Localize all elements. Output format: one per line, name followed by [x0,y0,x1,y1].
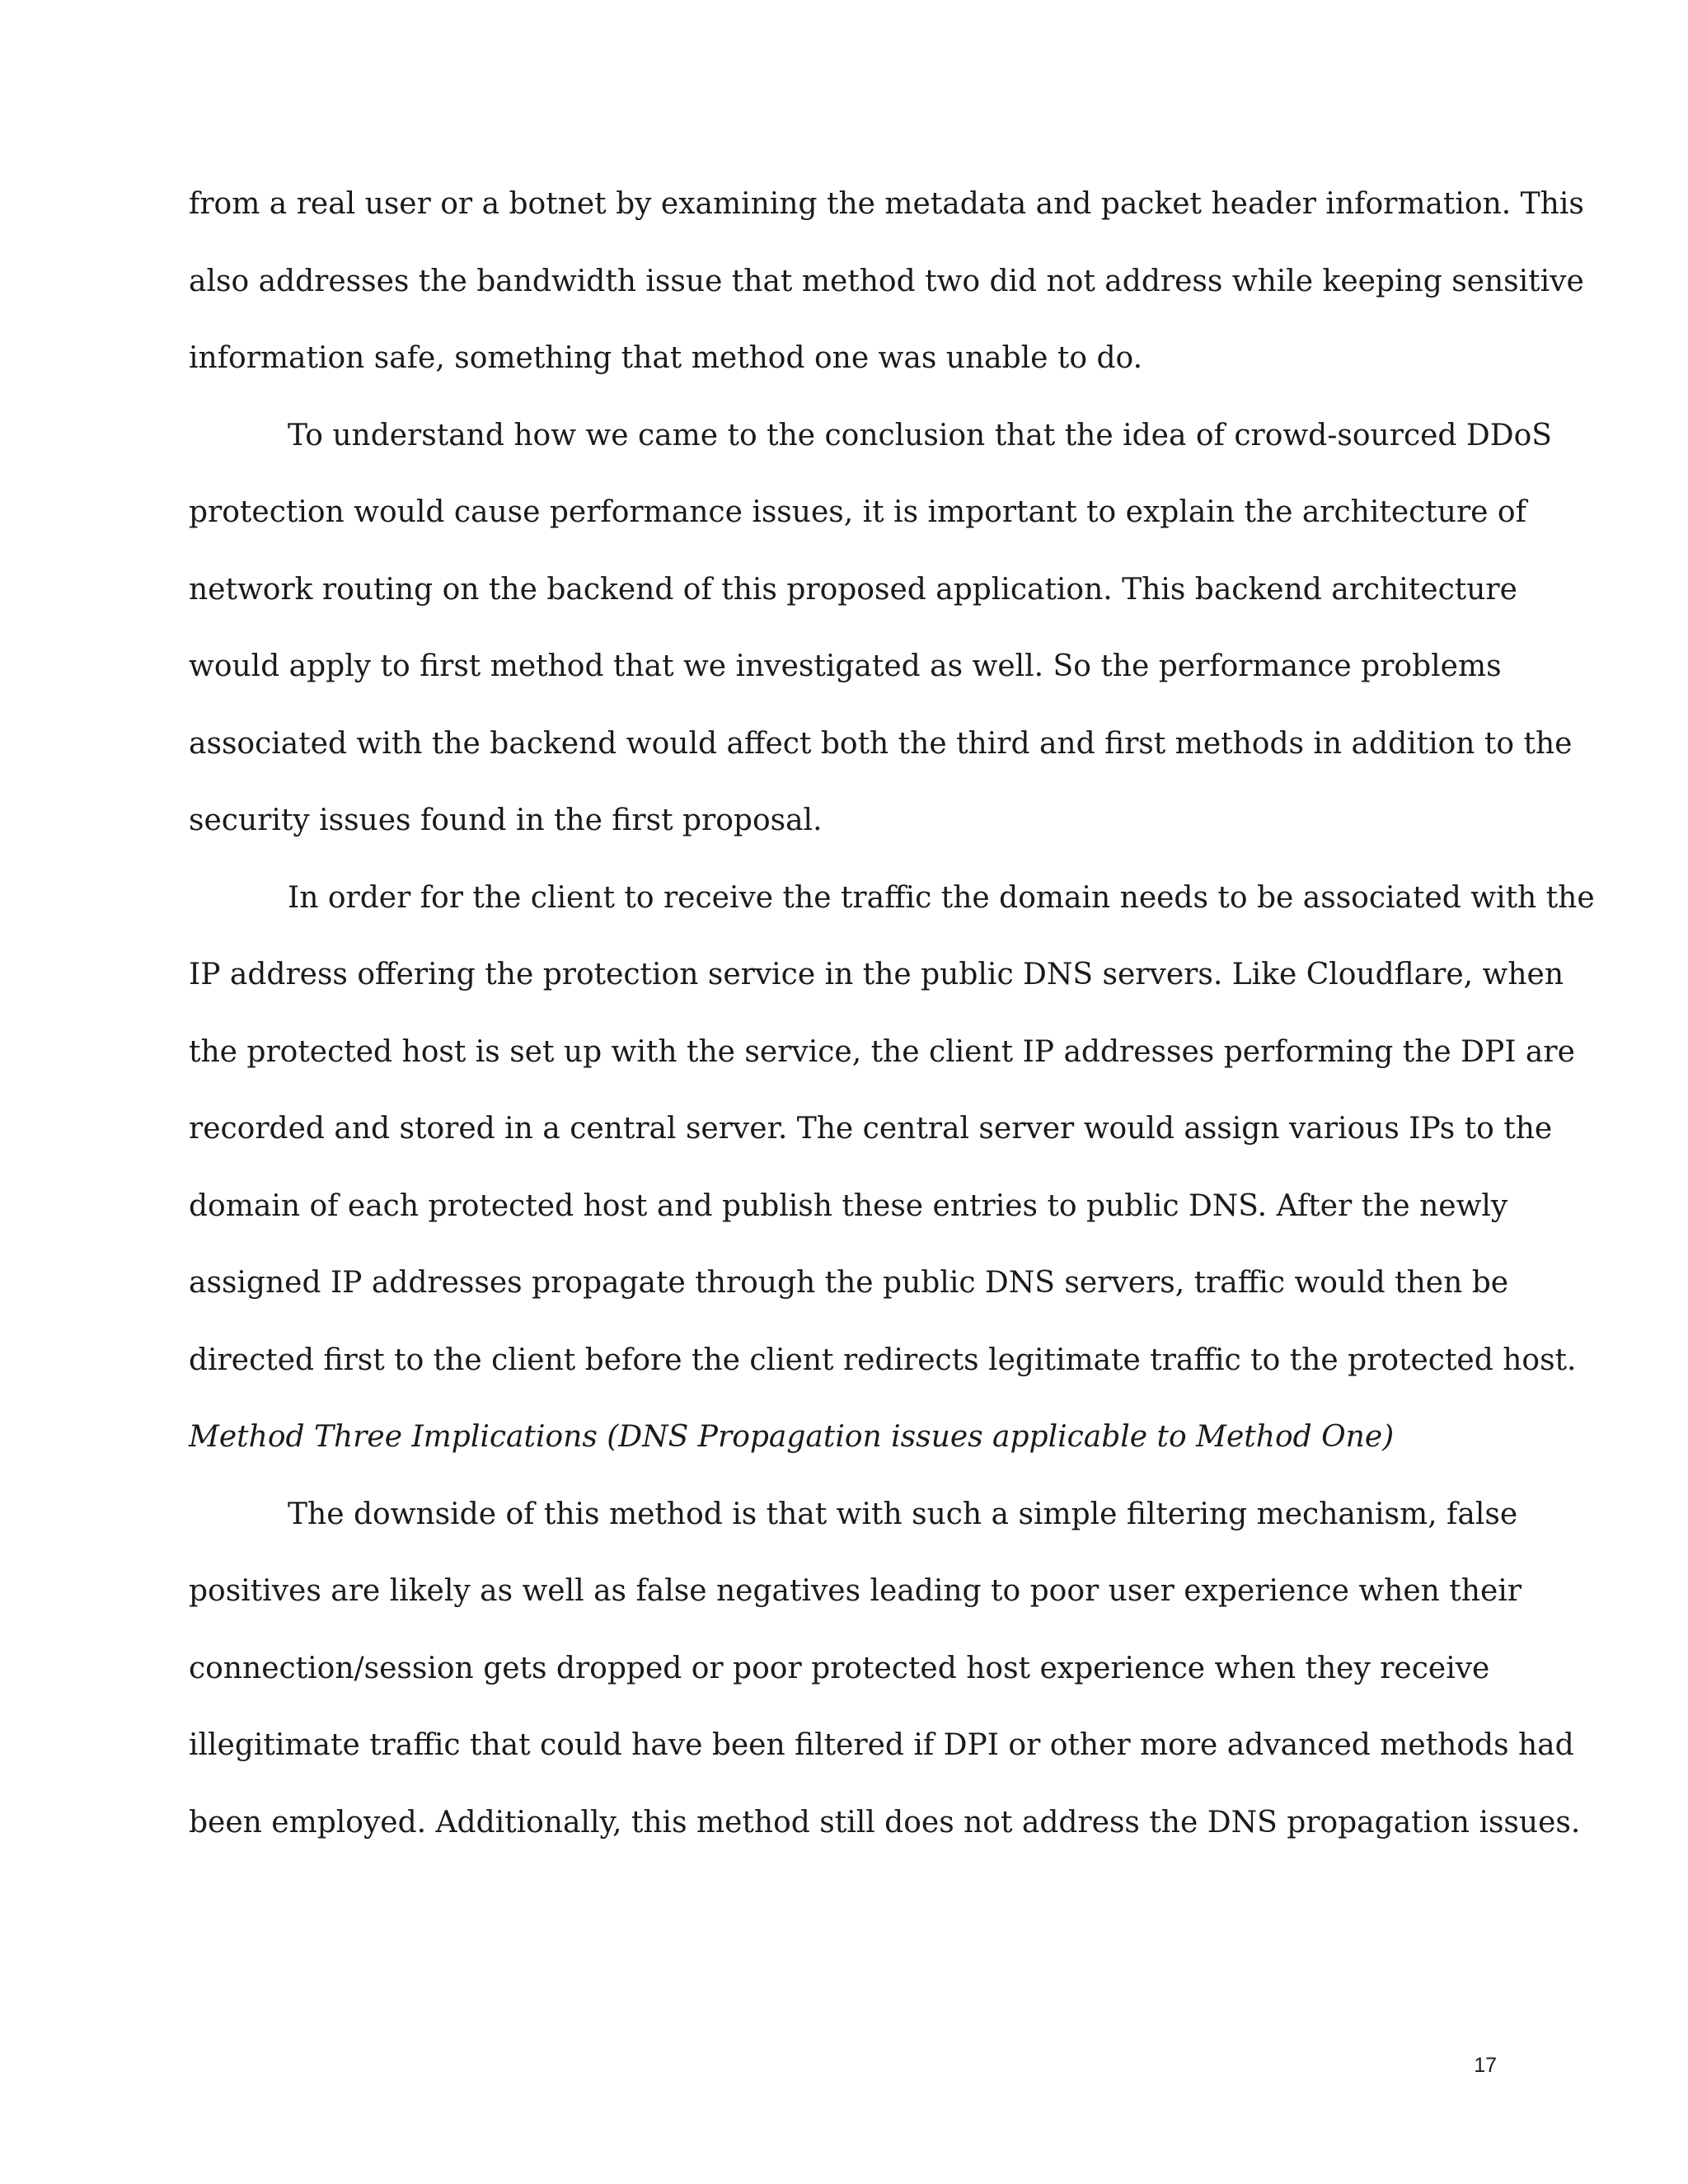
paragraph-1-line-2: also addresses the bandwidth issue that method two did not address while keeping sensitive [189,265,1584,298]
paragraph-1-line-1: from a real user or a botnet by examining the metadata and packet header information. This [189,187,1584,221]
paragraph-3-line-6: assigned IP addresses propagate through the public DNS servers, traffic would then be [189,1266,1509,1300]
paragraph-3-line-7: directed first to the client before the client redirects legitimate traffic to the protected host. [189,1343,1577,1377]
paragraph-2-line-1: To understand how we came to the conclusion that the idea of crowd-sourced DDoS [288,419,1552,452]
section-heading: Method Three Implications (DNS Propagation issues applicable to Method One) [189,1420,1395,1454]
paragraph-3-line-1: In order for the client to receive the traffic the domain needs to be associated with the [288,881,1595,915]
paragraph-4-line-3: connection/session gets dropped or poor protected host experience when they receive [189,1652,1490,1685]
paragraph-3-line-5: domain of each protected host and publish these entries to public DNS. After the newly [189,1189,1508,1223]
paragraph-3-line-4: recorded and stored in a central server. The central server would assign various IPs to the [189,1112,1553,1146]
paragraph-2-line-5: associated with the backend would affect both the third and first methods in addition to the [189,727,1573,761]
paragraph-4-line-1: The downside of this method is that with such a simple filtering mechanism, false [288,1497,1518,1531]
paragraph-2-line-2: protection would cause performance issues, it is important to explain the architecture of [189,495,1526,529]
paragraph-2-line-6: security issues found in the first proposal. [189,804,823,837]
page-number: 17 [1474,2054,1497,2077]
paragraph-4-line-4: illegitimate traffic that could have been filtered if DPI or other more advanced methods had [189,1728,1574,1762]
paragraph-4-line-2: positives are likely as well as false negatives leading to poor user experience when their [189,1574,1522,1608]
paragraph-2-line-3: network routing on the backend of this proposed application. This backend architecture [189,573,1517,607]
paragraph-3-line-2: IP address offering the protection service in the public DNS servers. Like Cloudflare, when [189,958,1564,991]
paragraph-1-line-3: information safe, something that method one was unable to do. [189,341,1143,375]
paragraph-4-line-5: been employed. Additionally, this method still does not address the DNS propagation issues. [189,1806,1581,1840]
paragraph-2-line-4: would apply to first method that we investigated as well. So the performance problems [189,649,1502,683]
paragraph-3-line-3: the protected host is set up with the service, the client IP addresses performing the DPI are [189,1035,1575,1069]
